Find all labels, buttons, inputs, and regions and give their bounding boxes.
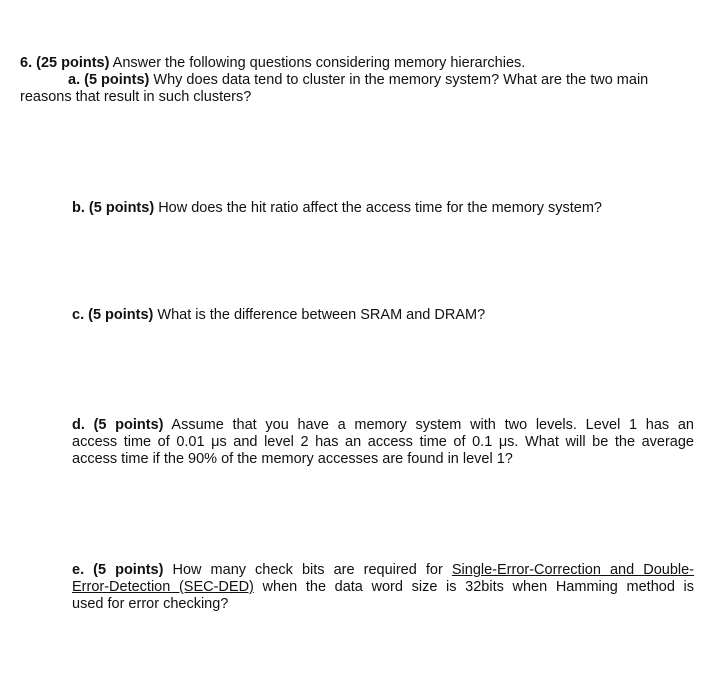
part-e-line3: used for error checking? — [72, 596, 229, 612]
part-b-label: b. (5 points) — [72, 200, 155, 216]
part-c-label: c. (5 points) — [72, 307, 154, 323]
part-c — [72, 307, 712, 324]
part-a-label: a. (5 points) — [68, 72, 150, 88]
part-c-text: What is the difference between SRAM and DRAM? — [157, 307, 486, 323]
part-e-underlined-b: Error-Detection (SEC-DED) — [72, 579, 254, 595]
part-a-text-line1: Why does data tend to cluster in the memory system? What are the two main — [153, 72, 649, 88]
part-d — [72, 417, 694, 468]
part-e — [72, 562, 694, 613]
part-a — [20, 72, 710, 106]
part-e-text-b: when the data word size is 32bits when Hamming method is — [262, 579, 695, 595]
part-d-line1: Assume that you have a memory system with two levels. Level 1 has an — [171, 417, 694, 433]
question-6-header — [20, 55, 710, 72]
part-e-underlined-a: Single-Error-Correction and Double- — [451, 562, 695, 578]
part-d-label: d. (5 points) — [72, 417, 164, 433]
part-e-label: e. (5 points) — [72, 562, 164, 578]
part-b — [72, 200, 712, 217]
question-intro: Answer the following questions considering memory hierarchies. — [112, 55, 526, 71]
part-b-text: How does the hit ratio affect the access time for the memory system? — [158, 200, 602, 216]
question-number-points: 6. (25 points) — [20, 55, 110, 71]
part-d-line2: access time of 0.01 μs and level 2 has an access time of 0.1 μs. What will be the average — [72, 434, 694, 450]
part-a-text-line2: reasons that result in such clusters? — [20, 89, 252, 105]
part-e-text-a: How many check bits are required for — [172, 562, 443, 578]
part-d-line3: access time if the 90% of the memory accesses are found in level 1? — [72, 451, 513, 467]
